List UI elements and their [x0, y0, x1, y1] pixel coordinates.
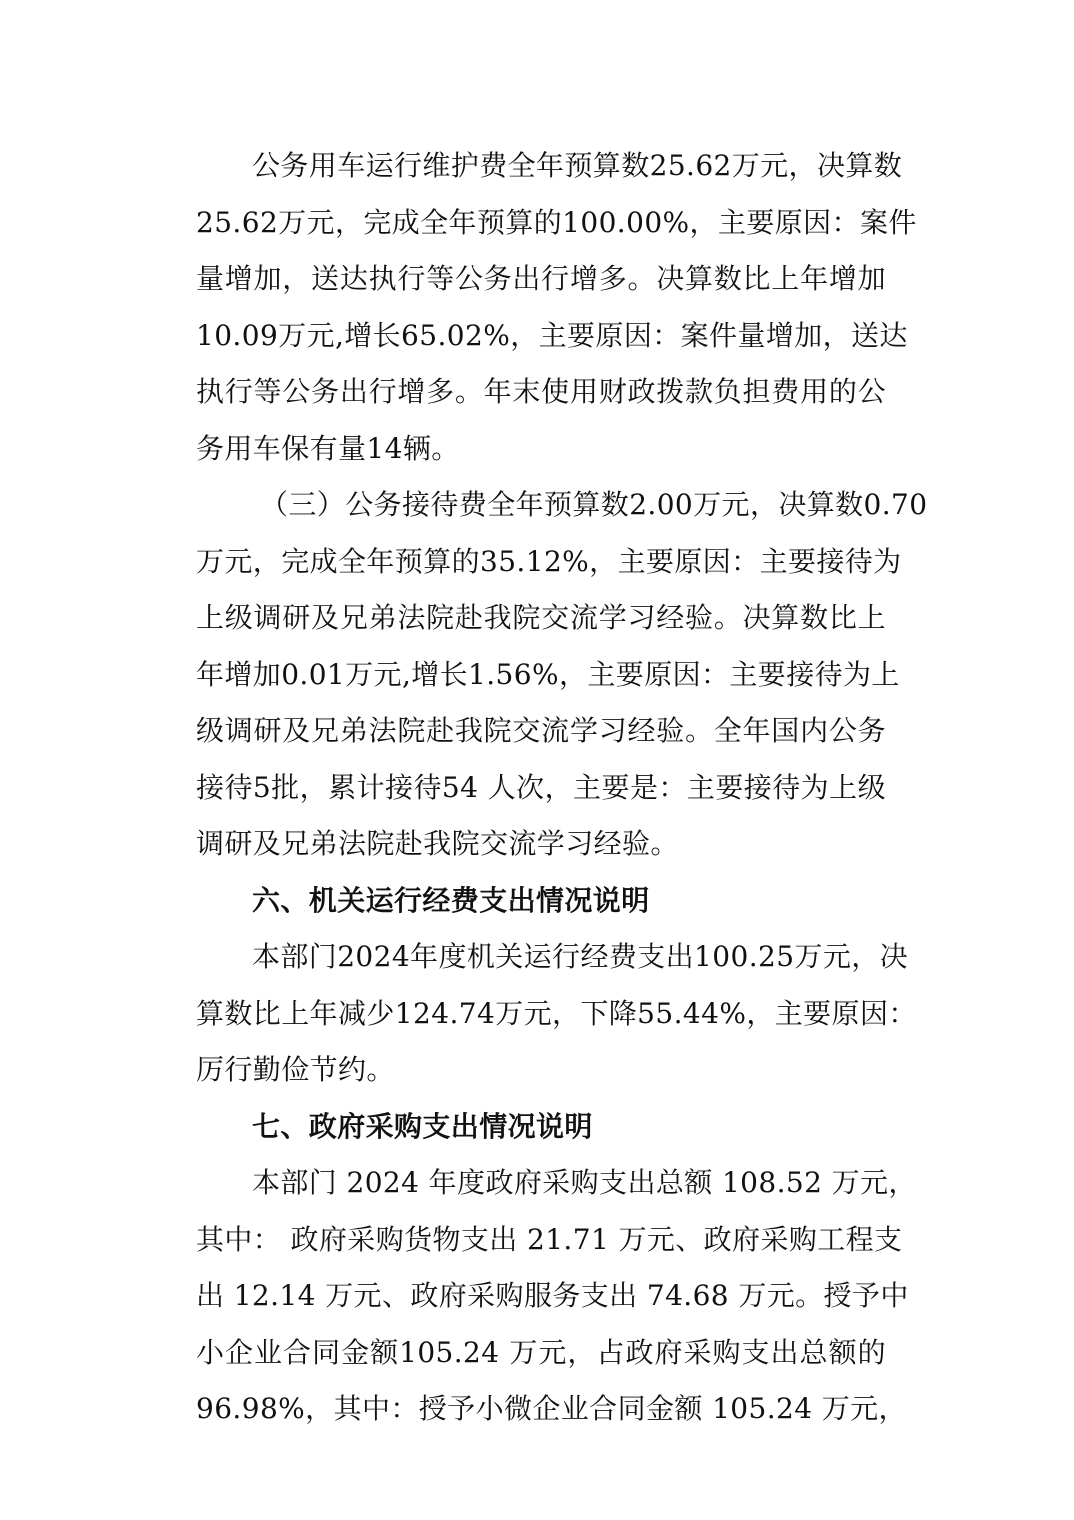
text-line: 25.62万元，完成全年预算的100.00%，主要原因：案件: [196, 205, 917, 239]
section-heading-procurement: 七、政府采购支出情况说明: [252, 1109, 593, 1143]
paragraph-reception-expenses: [196, 477, 928, 873]
text-line: 本部门2024年度机关运行经费支出100.25万元，决: [252, 940, 909, 973]
text-line: 小企业合同金额105.24 万元，占政府采购支出总额的: [196, 1335, 886, 1369]
text-line: 务用车保有量14辆。: [196, 431, 460, 465]
text-line: 执行等公务出行增多。年末使用财政拨款负担费用的公: [196, 375, 886, 408]
text-line: 96.98%，其中：授予小微企业合同金额 105.24 万元，: [196, 1392, 907, 1425]
text-line: 万元，完成全年预算的35.12%，主要原因：主要接待为: [196, 544, 902, 578]
text-line: 公务用车运行维护费全年预算数25.62万元，决算数: [252, 149, 903, 182]
text-line: 算数比上年减少124.74万元，下降55.44%，主要原因：: [196, 996, 917, 1030]
paragraph-procurement: [196, 1155, 917, 1438]
text-line: 本部门 2024 年度政府采购支出总额 108.52 万元，: [252, 1166, 917, 1199]
text-line: 出 12.14 万元、政府采购服务支出 74.68 万元。授予中: [196, 1279, 909, 1312]
text-line: 上级调研及兄弟法院赴我院交流学习经验。决算数比上: [196, 601, 886, 634]
text-line: 年增加0.01万元,增长1.56%，主要原因：主要接待为上: [196, 657, 900, 691]
section-heading-operating-expenses: 六、机关运行经费支出情况说明: [252, 883, 650, 917]
document-page: [196, 138, 928, 1438]
text-line: （三）公务接待费全年预算数2.00万元，决算数0.70: [260, 488, 928, 521]
text-line: 厉行勤俭节约。: [196, 1053, 395, 1086]
text-line: 接待5批，累计接待54 人次，主要是：主要接待为上级: [196, 770, 886, 804]
text-line: 10.09万元,增长65.02%，主要原因：案件量增加，送达: [196, 318, 908, 352]
text-line: 调研及兄弟法院赴我院交流学习经验。: [196, 827, 679, 860]
text-line: 量增加，送达执行等公务出行增多。决算数比上年增加: [196, 262, 886, 295]
text-line: 级调研及兄弟法院赴我院交流学习经验。全年国内公务: [196, 714, 886, 747]
text-line: 其中： 政府采购货物支出 21.71 万元、政府采购工程支: [196, 1222, 903, 1256]
paragraph-operating-expenses: [196, 929, 917, 1099]
paragraph-vehicle-maintenance: [196, 138, 917, 477]
